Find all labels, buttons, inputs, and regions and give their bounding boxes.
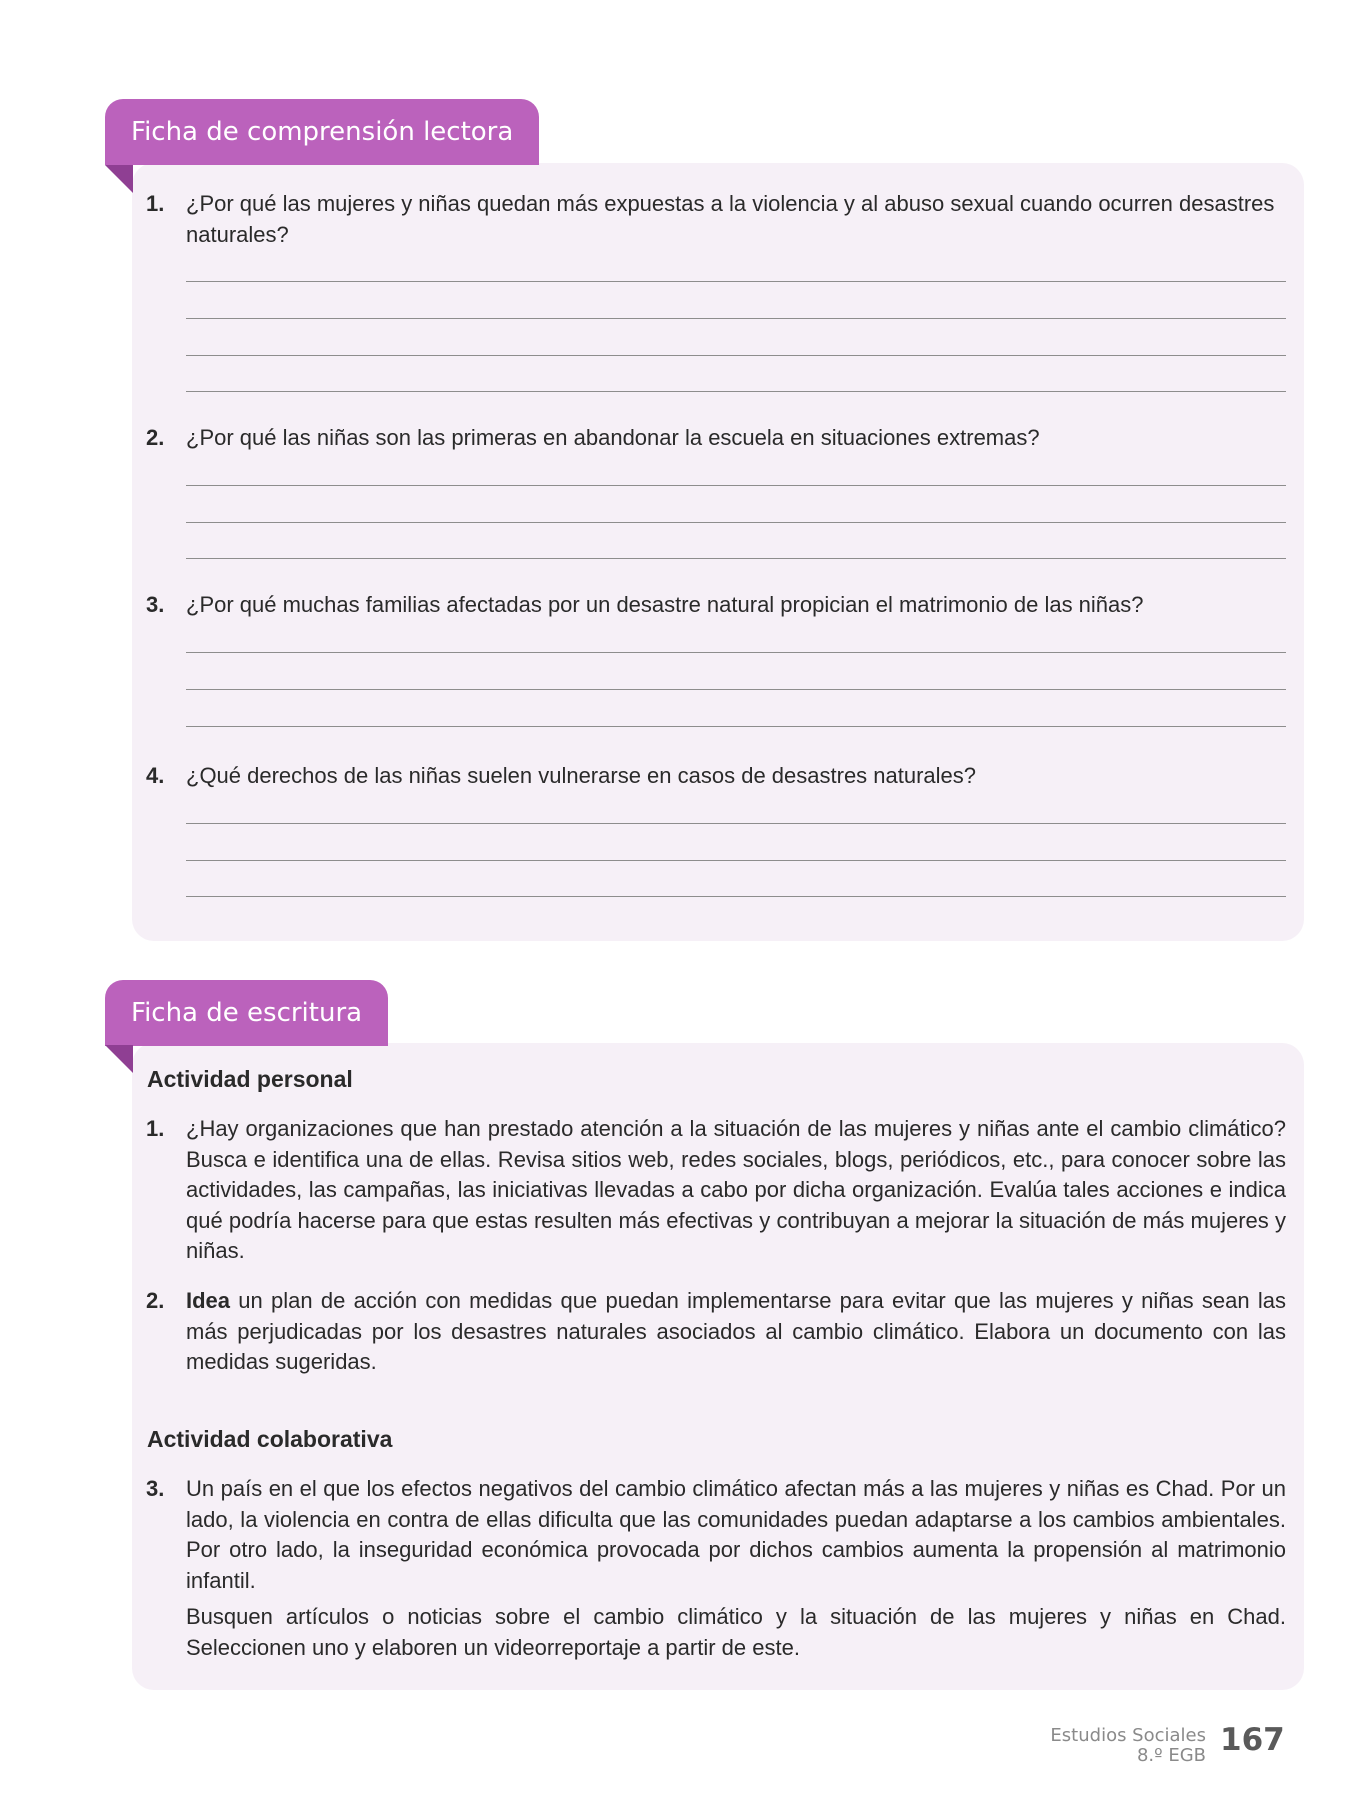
answer-line[interactable] xyxy=(186,896,1286,897)
section-title: Ficha de comprensión lectora xyxy=(131,117,514,147)
answer-line[interactable] xyxy=(186,726,1286,727)
answer-line[interactable] xyxy=(186,823,1286,824)
answer-line[interactable] xyxy=(186,355,1286,356)
answer-line[interactable] xyxy=(186,652,1286,653)
writing-tab xyxy=(105,980,388,1046)
personal-activity-heading: Actividad personal xyxy=(147,1066,353,1092)
answer-line[interactable] xyxy=(186,281,1286,282)
question-2: 2. ¿Por qué las niñas son las primeras en abandonar la escuela en situaciones extremas? xyxy=(146,425,1040,450)
answer-line[interactable] xyxy=(186,689,1286,690)
question-3: 3. ¿Por qué muchas familias afectadas por un desastre natural propician el matrimonio de las niñas? xyxy=(146,592,1144,617)
section-title: Ficha de escritura xyxy=(131,998,363,1028)
activity-item-1: 1. ¿Hay organizaciones que han prestado atención a la situación de las mujeres y niñas ante el cambio climático? Busca e identifica una de ellas. Revisa sitios web, redes sociales, blogs, periódicos, etc., para conocer sobre las actividades, las campañas, las iniciativas llevadas a cabo por dicha organización. Evalúa tales acciones e indica qué podría hacerse para que estas resulten más efectivas y contribuyan a mejorar la situación de más mujeres y niñas. xyxy=(146,1116,1286,1263)
question-4: 4. ¿Qué derechos de las niñas suelen vulnerarse en casos de desastres naturales? xyxy=(146,763,977,788)
answer-line[interactable] xyxy=(186,318,1286,319)
activity-item-3: 3. Un país en el que los efectos negativos del cambio climático afectan más a las mujeres y niñas es Chad. Por un lado, la violencia en contra de ellas dificulta que las comunidades puedan adaptarse a los cambios ambientales. Por otro lado, la inseguridad económica provocada por dichos cambios aumenta la propensión al matrimonio infantil. Busquen artículos o noticias sobre el cambio climático y la situación de las mujeres y niñas en Chad. Seleccionen uno y elaboren un videorreportaje a partir de este. xyxy=(146,1476,1286,1660)
tab-fold-decoration xyxy=(105,165,133,193)
page-number: 167 xyxy=(1220,1722,1285,1758)
answer-line[interactable] xyxy=(186,485,1286,486)
reading-comprehension-tab xyxy=(105,99,539,165)
answer-line[interactable] xyxy=(186,558,1286,559)
reading-comprehension-panel xyxy=(132,163,1304,941)
bold-verb: Idea xyxy=(186,1288,231,1313)
answer-line[interactable] xyxy=(186,391,1286,392)
answer-line[interactable] xyxy=(186,522,1286,523)
collaborative-activity-heading: Actividad colaborativa xyxy=(147,1426,393,1452)
activity-item-2: 2. Idea un plan de acción con medidas que puedan implementarse para evitar que las mujeres y niñas sean las más perjudicadas por los desastres naturales asociados al cambio climático. Elabora un documento con las medidas sugeridas. xyxy=(146,1288,1286,1374)
tab-fold-decoration xyxy=(105,1045,133,1073)
question-1: 1. ¿Por qué las mujeres y niñas quedan más expuestas a la violencia y al abuso sexual cuando ocurren desastres naturales? xyxy=(146,191,1275,247)
footer-label: Estudios Sociales 8.º EGB xyxy=(1050,1725,1206,1766)
answer-line[interactable] xyxy=(186,860,1286,861)
